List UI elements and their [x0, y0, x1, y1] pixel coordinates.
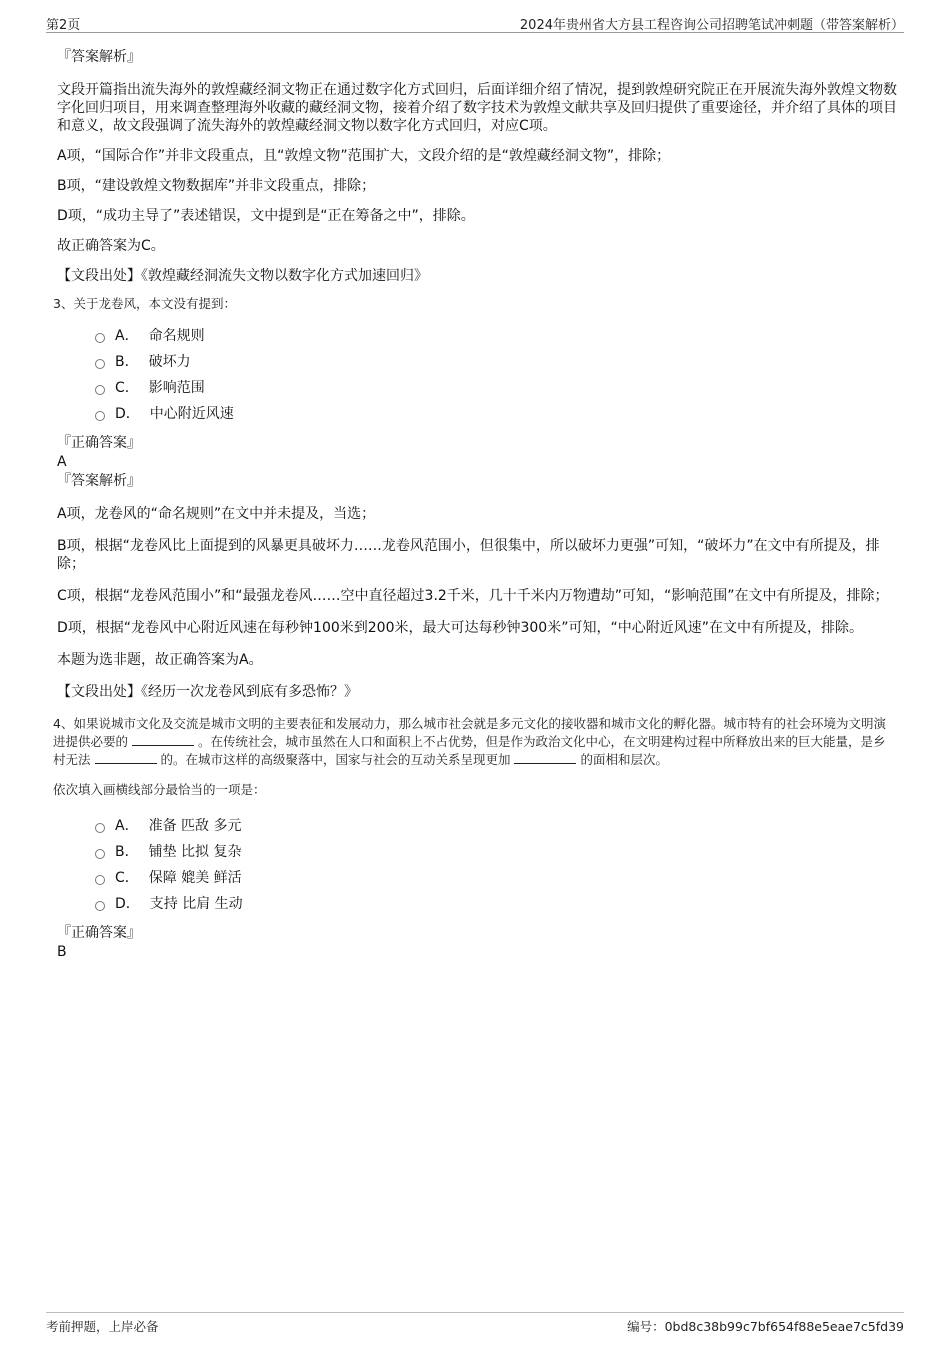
radio-icon[interactable]: [95, 823, 105, 833]
question-4-option-b[interactable]: B． 铺垫 比拟 复杂: [95, 839, 897, 865]
analysis-text: 文段开篇指出流失海外的敦煌藏经洞文物正在通过数字化方式回归，后面详细介绍了情况，提到敦煌研究院正在开展流失海外敦煌文物数字化回归项目，用来调查整理海外收藏的藏经洞文物，接着介绍了数字技术为敦煌文献共享及回归提供了重要途径，并介绍了具体的项目和意义，故文段强调了流失海外的敦煌藏经洞文物以数字化方式回归，对应C项。: [57, 82, 897, 134]
page-header: [46, 14, 904, 33]
analysis-option-a: A项，“国际合作”并非文段重点，且“敦煌文物”范围扩大，文段介绍的是“敦煌藏经洞文物”，排除；: [57, 148, 671, 164]
fill-blank: [132, 733, 194, 746]
question-4-options: [95, 813, 897, 917]
analysis-label: 『答案解析』: [57, 473, 141, 489]
page-number: 第2页: [46, 18, 81, 33]
question-3-option-d[interactable]: D． 中心附近风速: [95, 401, 897, 427]
question-3-stem: 3、关于龙卷风，本文没有提到：: [53, 296, 236, 311]
radio-icon[interactable]: [95, 411, 105, 421]
radio-icon[interactable]: [95, 333, 105, 343]
page-footer: [46, 1312, 904, 1334]
question-4-option-d[interactable]: D． 支持 比肩 生动: [95, 891, 897, 917]
source-citation: 【文段出处】《经历一次龙卷风到底有多恐怖？》: [57, 684, 358, 700]
analysis-conclusion: 故正确答案为C。: [57, 238, 165, 254]
radio-icon[interactable]: [95, 359, 105, 369]
correct-answer: A: [57, 454, 67, 470]
correct-answer-label: 『正确答案』: [57, 925, 141, 941]
analysis-option-d: D项，根据“龙卷风中心附近风速在每秒钟100米到200米，最大可达每秒钟300米”可知，“中心附近风速”在文中有所提及，排除。: [57, 620, 863, 636]
question-3-option-c[interactable]: C． 影响范围: [95, 375, 897, 401]
analysis-option-d: D项，“成功主导了”表述错误，文中提到是“正在筹备之中”，排除。: [57, 208, 475, 224]
analysis-option-a: A项，龙卷风的“命名规则”在文中并未提及，当选；: [57, 506, 376, 522]
fill-blank: [95, 751, 157, 764]
fill-blank: [514, 751, 576, 764]
document-title: 2024年贵州省大方县工程咨询公司招聘笔试冲刺题（带答案解析）: [519, 18, 904, 33]
radio-icon[interactable]: [95, 901, 105, 911]
radio-icon[interactable]: [95, 385, 105, 395]
analysis-option-c: C项，根据“龙卷风范围小”和“最强龙卷风……空中直径超过3.2千米，几十千米内万物遭劫”可知，“影响范围”在文中有所提及，排除；: [57, 588, 889, 604]
correct-answer: B: [57, 944, 67, 960]
radio-icon[interactable]: [95, 849, 105, 859]
document-content: [53, 47, 897, 961]
analysis-option-b: B项，根据“龙卷风比上面提到的风暴更具破坏力……龙卷风范围小，但很集中，所以破坏力更强”可知，“破坏力”在文中有所提及，排除；: [57, 538, 880, 572]
analysis-label: 『答案解析』: [57, 49, 141, 65]
radio-icon[interactable]: [95, 875, 105, 885]
footer-slogan: 考前押题，上岸必备: [46, 1319, 159, 1334]
question-4-option-a[interactable]: A． 准备 匹敌 多元: [95, 813, 897, 839]
source-citation: 【文段出处】《敦煌藏经洞流失文物以数字化方式加速回归》: [57, 268, 428, 284]
question-3-option-a[interactable]: A． 命名规则: [95, 323, 897, 349]
correct-answer-label: 『正确答案』: [57, 435, 141, 451]
document-code: 编号：0bd8c38b99c7bf654f88e5eae7c5fd39: [627, 1319, 904, 1334]
question-4-stem: 4、如果说城市文化及交流是城市文明的主要表征和发展动力，那么城市社会就是多元文化的接收器和城市文化的孵化器。城市特有的社会环境为文明演进提供必要的 。在传统社会，城市虽然在人口和面积上不占优势，但是作为政治文化中心，在文明建构过程中所释放出来的巨大能量，是乡村无法 的。在城市这样的高级聚落中，国家与社会的互动关系呈现更加 的面相和层次。: [53, 716, 886, 767]
question-3-option-b[interactable]: B． 破坏力: [95, 349, 897, 375]
analysis-conclusion: 本题为选非题，故正确答案为A。: [57, 652, 263, 668]
analysis-option-b: B项，“建设敦煌文物数据库”并非文段重点，排除；: [57, 178, 376, 194]
question-4-prompt: 依次填入画横线部分最恰当的一项是：: [53, 782, 266, 797]
question-4-option-c[interactable]: C． 保障 媲美 鲜活: [95, 865, 897, 891]
question-3-options: [95, 323, 897, 427]
